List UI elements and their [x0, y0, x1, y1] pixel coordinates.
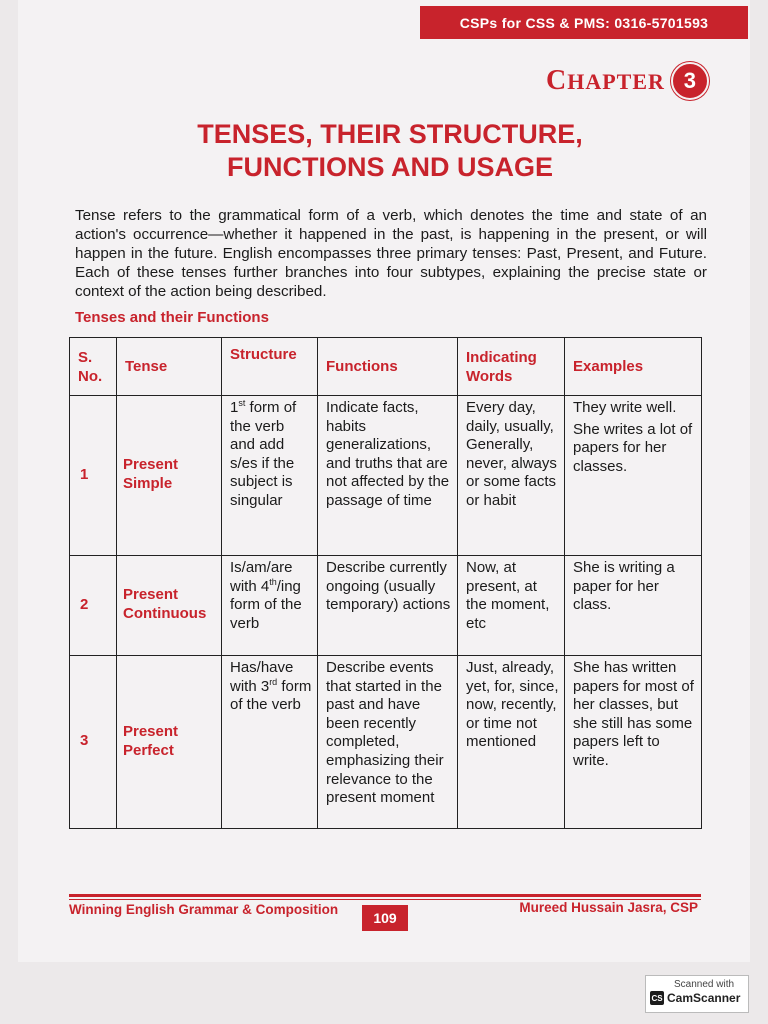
chapter-word-rest: HAPTER [567, 69, 665, 94]
cell-indicating-words: Every day, daily, usually, Generally, never, always or some facts or habit [458, 396, 565, 556]
tenses-table [69, 337, 702, 829]
cell-functions: Describe currently ongoing (usually temporary) actions [318, 556, 458, 656]
cell-tense: Present Simple [117, 396, 222, 556]
scanner-brand [650, 991, 748, 1005]
chapter-word-initial: C [546, 65, 568, 96]
cell-examples: They write well. She writes a lot of papers for her classes. [565, 396, 702, 556]
table-row [70, 396, 702, 556]
cell-indicating-words: Just, already, yet, for, since, now, recently, or time not mentioned [458, 656, 565, 829]
cell-sno: 3 [70, 656, 117, 829]
page-title [120, 118, 660, 184]
cell-structure: Is/am/are with 4th/ing form of the verb [222, 556, 318, 656]
header-indicating-words: Indicating Words [458, 338, 565, 396]
chapter-label [546, 62, 709, 100]
cell-structure: 1st form of the verb and add s/es if the subject is singular [222, 396, 318, 556]
cell-sno: 2 [70, 556, 117, 656]
header-examples: Examples [565, 338, 702, 396]
camscanner-watermark [645, 975, 749, 1013]
title-line-1: TENSES, THEIR STRUCTURE, [197, 119, 583, 149]
footer-author: Mureed Hussain Jasra, CSP [519, 900, 698, 915]
header-tense: Tense [117, 338, 222, 396]
table-header-row [70, 338, 702, 396]
title-line-2: FUNCTIONS AND USAGE [226, 152, 553, 182]
cell-tense: Present Perfect [117, 656, 222, 829]
table-row [70, 556, 702, 656]
cell-examples: She is writing a paper for her class. [565, 556, 702, 656]
footer-book-title: Winning English Grammar & Composition [69, 902, 339, 917]
camscanner-logo-icon: CS [650, 991, 664, 1005]
header-functions: Functions [318, 338, 458, 396]
header-structure: Structure [222, 338, 318, 396]
scanner-caption: Scanned with [674, 979, 735, 990]
header-sno: S. No. [70, 338, 117, 396]
chapter-word [546, 65, 665, 97]
table-row [70, 656, 702, 829]
chapter-number-badge: 3 [671, 62, 709, 100]
cell-examples: She has written papers for most of her classes, but she still has some papers left to write. [565, 656, 702, 829]
intro-paragraph: Tense refers to the grammatical form of a verb, which denotes the time and state of an action's occurrence—whether it happened in the past, is happening in the present, or will happen in the future. English encompasses three primary tenses: Past, Present, and Future. Each of these tenses further branches into four subtypes, explaining the precise state or context of the action being described. [75, 207, 707, 300]
cell-structure: Has/have with 3rd form of the verb [222, 656, 318, 829]
cell-tense: Present Continuous [117, 556, 222, 656]
contact-banner: CSPs for CSS & PMS: 0316-5701593 [420, 6, 748, 39]
cell-functions: Indicate facts, habits generalizations, and truths that are not affected by the passage of time [318, 396, 458, 556]
page-number-badge: 109 [362, 905, 408, 931]
scanner-brand-name: CamScanner [667, 991, 741, 1005]
cell-sno: 1 [70, 396, 117, 556]
cell-indicating-words: Now, at present, at the moment, etc [458, 556, 565, 656]
section-heading: Tenses and their Functions [75, 309, 269, 326]
cell-functions: Describe events that started in the past and have been recently completed, emphasizing their relevance to the present moment [318, 656, 458, 829]
